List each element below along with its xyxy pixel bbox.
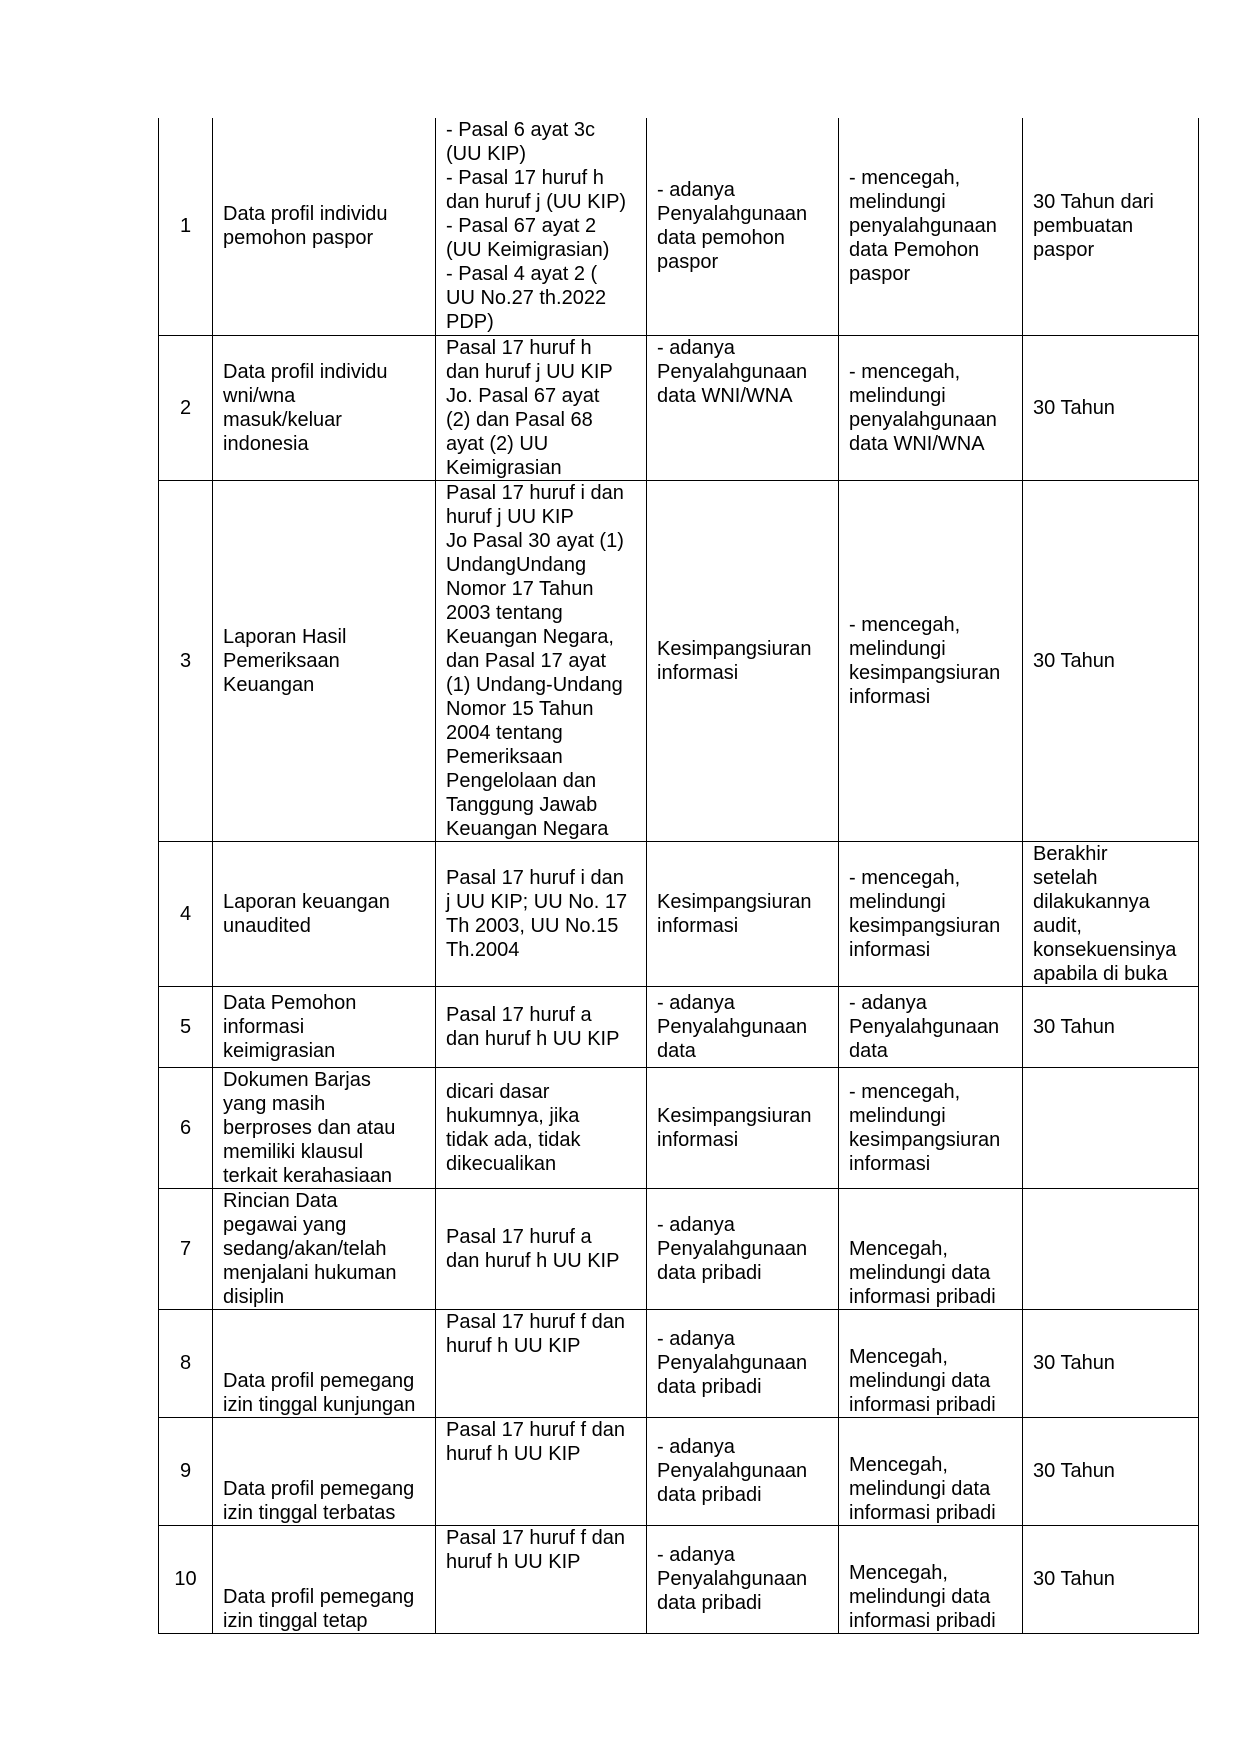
info-title: Data profil pemegang izin tinggal terbatas [213,1417,436,1525]
reason: Mencegah, melindungi data informasi pribadi [839,1188,1023,1309]
retention-period: Berakhir setelah dilakukannya audit, konsekuensinya apabila di buka [1023,841,1199,986]
info-title: Dokumen Barjas yang masih berproses dan atau memiliki klausul terkait kerahasiaan [213,1067,436,1188]
legal-basis: Pasal 17 huruf i dan j UU KIP; UU No. 17 Th 2003, UU No.15 Th.2004 [436,841,647,986]
retention-period: 30 Tahun [1023,335,1199,480]
consequence: Kesimpangsiuran informasi [647,1067,839,1188]
row-number: 3 [159,480,213,841]
info-title: Data profil individu pemohon paspor [213,118,436,335]
table-row [159,841,1199,986]
retention-period: 30 Tahun dari pembuatan paspor [1023,118,1199,335]
consequence: - adanya Penyalahgunaan data pribadi [647,1417,839,1525]
row-number: 10 [159,1525,213,1633]
row-number: 1 [159,118,213,335]
legal-basis: Pasal 17 huruf f dan huruf h UU KIP [436,1525,647,1633]
row-number: 2 [159,335,213,480]
info-title: Data profil pemegang izin tinggal tetap [213,1525,436,1633]
reason: Mencegah, melindungi data informasi pribadi [839,1309,1023,1417]
legal-basis: Pasal 17 huruf a dan huruf h UU KIP [436,986,647,1067]
retention-period: 30 Tahun [1023,1417,1199,1525]
table-row [159,480,1199,841]
reason: - mencegah, melindungi kesimpangsiuran informasi [839,480,1023,841]
info-title: Rincian Data pegawai yang sedang/akan/telah menjalani hukuman disiplin [213,1188,436,1309]
consequence: - adanya Penyalahgunaan data pemohon paspor [647,118,839,335]
reason: Mencegah, melindungi data informasi pribadi [839,1417,1023,1525]
row-number: 7 [159,1188,213,1309]
row-number: 8 [159,1309,213,1417]
info-title: Data Pemohon informasi keimigrasian [213,986,436,1067]
row-number: 6 [159,1067,213,1188]
row-number: 5 [159,986,213,1067]
reason: - mencegah, melindungi kesimpangsiuran informasi [839,841,1023,986]
retention-period: 30 Tahun [1023,1525,1199,1633]
reason: - mencegah, melindungi penyalahgunaan data WNI/WNA [839,335,1023,480]
table-row [159,1067,1199,1188]
retention-period [1023,1188,1199,1309]
consequence: - adanya Penyalahgunaan data pribadi [647,1188,839,1309]
legal-basis: dicari dasar hukumnya, jika tidak ada, tidak dikecualikan [436,1067,647,1188]
info-title: Laporan Hasil Pemeriksaan Keuangan [213,480,436,841]
info-title: Laporan keuangan unaudited [213,841,436,986]
row-number: 9 [159,1417,213,1525]
table-row [159,1417,1199,1525]
reason: - mencegah, melindungi penyalahgunaan data Pemohon paspor [839,118,1023,335]
consequence: - adanya Penyalahgunaan data pribadi [647,1309,839,1417]
legal-basis: Pasal 17 huruf a dan huruf h UU KIP [436,1188,647,1309]
table-row [159,1188,1199,1309]
table-row [159,118,1199,335]
retention-period: 30 Tahun [1023,986,1199,1067]
legal-basis: Pasal 17 huruf h dan huruf j UU KIP Jo. Pasal 67 ayat (2) dan Pasal 68 ayat (2) UU Keimigrasian [436,335,647,480]
info-title: Data profil individu wni/wna masuk/keluar indonesia [213,335,436,480]
row-number: 4 [159,841,213,986]
reason: - adanya Penyalahgunaan data [839,986,1023,1067]
table-row [159,986,1199,1067]
table-row [159,335,1199,480]
reason: - mencegah, melindungi kesimpangsiuran informasi [839,1067,1023,1188]
consequence: - adanya Penyalahgunaan data [647,986,839,1067]
consequence: - adanya Penyalahgunaan data WNI/WNA [647,335,839,480]
legal-basis: - Pasal 6 ayat 3c (UU KIP) - Pasal 17 huruf h dan huruf j (UU KIP) - Pasal 67 ayat 2 (UU Keimigrasian) - Pasal 4 ayat 2 ( UU No.27 th.2022 PDP) [436,118,647,335]
consequence: - adanya Penyalahgunaan data pribadi [647,1525,839,1633]
exception-info-table [158,118,1199,1634]
consequence: Kesimpangsiuran informasi [647,841,839,986]
retention-period [1023,1067,1199,1188]
legal-basis: Pasal 17 huruf f dan huruf h UU KIP [436,1417,647,1525]
reason: Mencegah, melindungi data informasi pribadi [839,1525,1023,1633]
legal-basis: Pasal 17 huruf i dan huruf j UU KIP Jo Pasal 30 ayat (1) UndangUndang Nomor 17 Tahun 2003 tentang Keuangan Negara, dan Pasal 17 ayat (1) Undang-Undang Nomor 15 Tahun 2004 tentang Pemeriksaan Pengelolaan dan Tanggung Jawab Keuangan Negara [436,480,647,841]
table-row [159,1525,1199,1633]
info-title: Data profil pemegang izin tinggal kunjungan [213,1309,436,1417]
legal-basis: Pasal 17 huruf f dan huruf h UU KIP [436,1309,647,1417]
table-row [159,1309,1199,1417]
retention-period: 30 Tahun [1023,1309,1199,1417]
retention-period: 30 Tahun [1023,480,1199,841]
consequence: Kesimpangsiuran informasi [647,480,839,841]
